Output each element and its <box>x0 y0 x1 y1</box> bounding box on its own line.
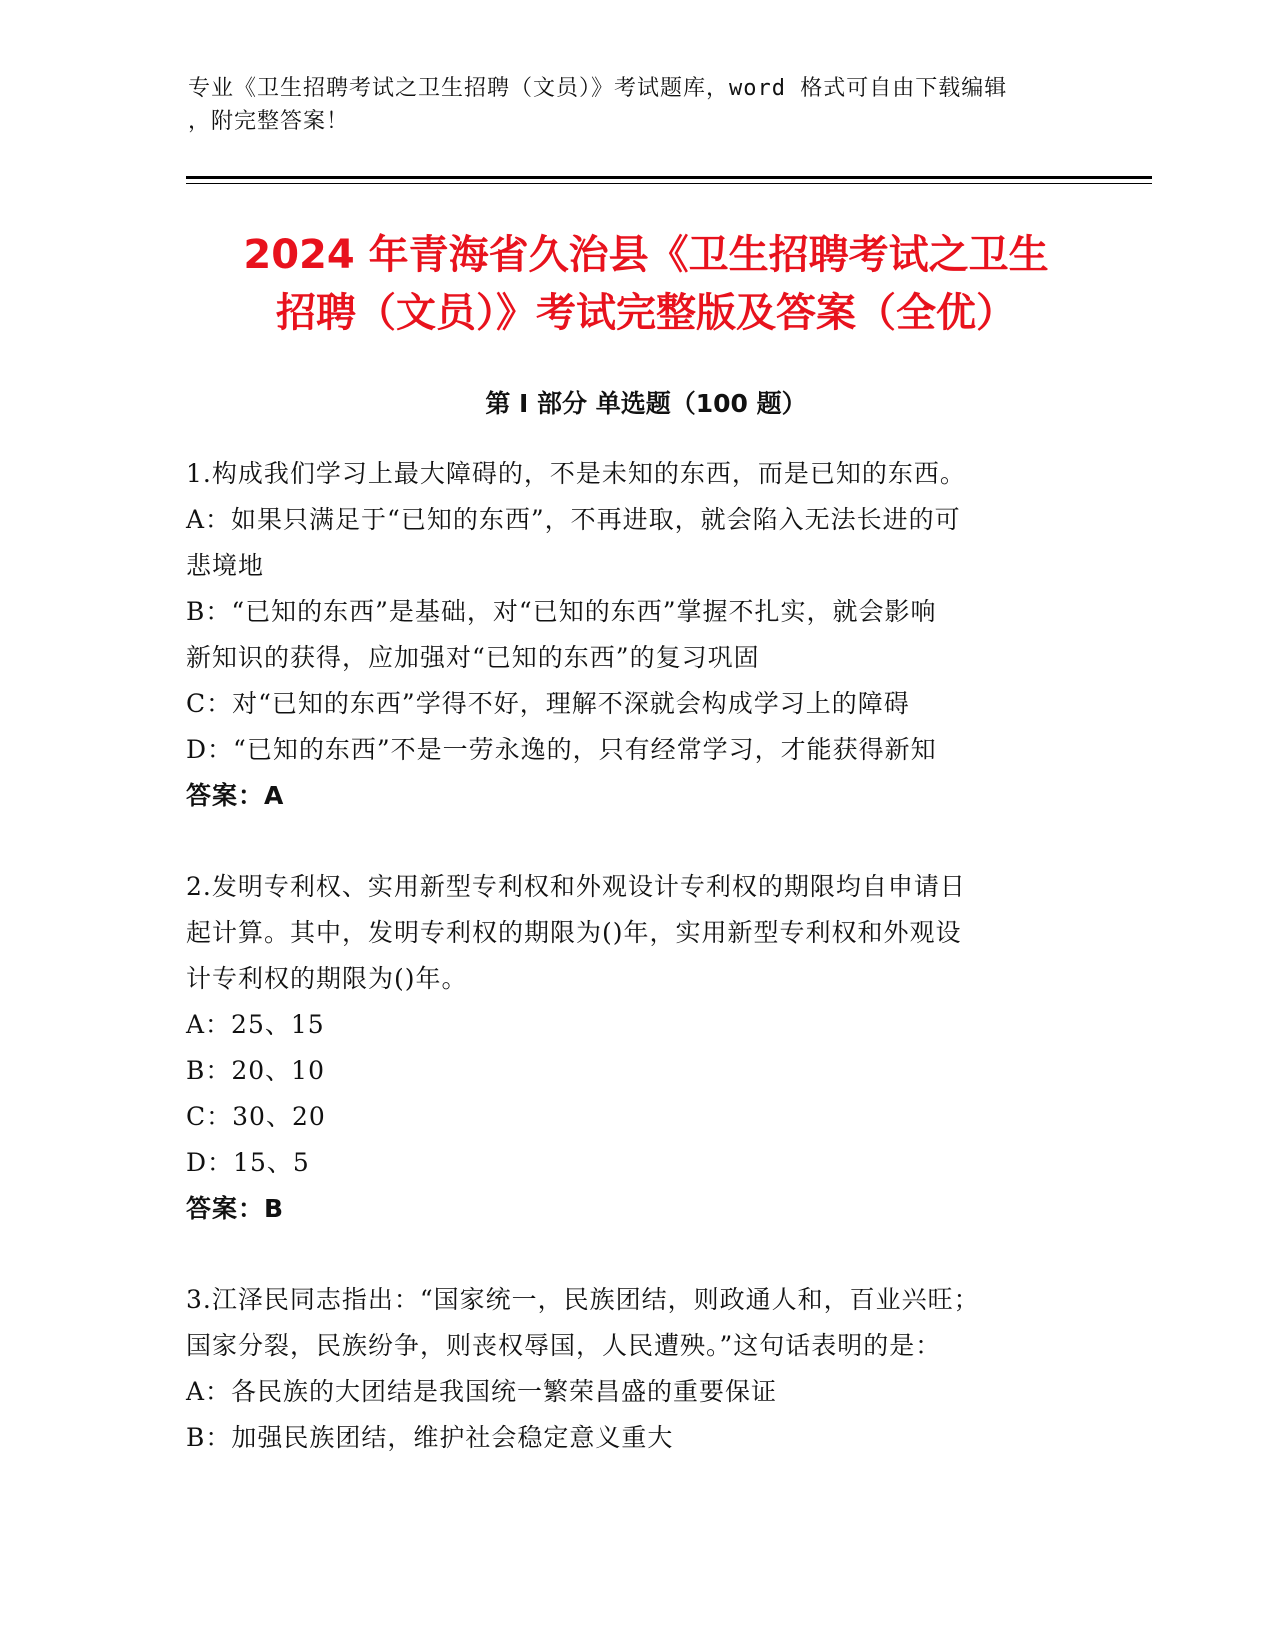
question-stem: 2.发明专利权、实用新型专利权和外观设计专利权的期限均自申请日 <box>186 872 966 901</box>
question-stem-cont: 起计算。其中，发明专利权的期限为()年，实用新型专利权和外观设 <box>186 918 962 947</box>
header-line-2: ，附完整答案！ <box>188 109 350 134</box>
title-line-2: 招聘（文员）》考试完整版及答案（全优） <box>276 290 1016 336</box>
option-c: C：30、20 <box>186 1102 326 1131</box>
option-b: B：加强民族团结，维护社会稳定意义重大 <box>186 1423 674 1452</box>
question-stem-cont: 国家分裂，民族纷争，则丧权辱国，人民遭殃。”这句话表明的是： <box>186 1331 942 1360</box>
option-b-cont: 新知识的获得，应加强对“已知的东西”的复习巩固 <box>186 643 760 672</box>
option-c: C：对“已知的东西”学得不好，理解不深就会构成学习上的障碍 <box>186 689 910 718</box>
question-2 <box>186 864 1086 1232</box>
option-a: A：如果只满足于“已知的东西”，不再进取，就会陷入无法长进的可 <box>186 505 961 534</box>
title-line-1: 2024 年青海省久治县《卫生招聘考试之卫生 <box>243 232 1049 278</box>
option-a: A：各民族的大团结是我国统一繁荣昌盛的重要保证 <box>186 1377 778 1406</box>
document-title <box>186 226 1106 342</box>
option-b: B：“已知的东西”是基础，对“已知的东西”掌握不扎实，就会影响 <box>186 597 937 626</box>
section-heading: 第 I 部分 单选题（100 题） <box>485 389 807 418</box>
answer: 答案：A <box>186 781 285 810</box>
answer: 答案：B <box>186 1194 285 1223</box>
question-1 <box>186 451 1086 819</box>
option-d: D：“已知的东西”不是一劳永逸的，只有经常学习，才能获得新知 <box>186 735 937 764</box>
question-stem: 1.构成我们学习上最大障碍的，不是未知的东西，而是已知的东西。 <box>186 459 966 488</box>
header-line-1: 专业《卫生招聘考试之卫生招聘（文员）》考试题库，word 格式可自由下载编辑 <box>188 76 1008 101</box>
option-d: D：15、5 <box>186 1148 310 1177</box>
option-a-cont: 悲境地 <box>186 551 265 580</box>
question-stem: 3.江泽民同志指出：“国家统一，民族团结，则政通人和，百业兴旺； <box>186 1285 980 1314</box>
option-a: A：25、15 <box>186 1010 325 1039</box>
question-3 <box>186 1277 1086 1461</box>
question-stem-cont: 计专利权的期限为()年。 <box>186 964 468 993</box>
page-header <box>188 72 1068 138</box>
header-rule-thin <box>186 183 1152 184</box>
header-rule-thick <box>186 176 1152 179</box>
option-b: B：20、10 <box>186 1056 325 1085</box>
